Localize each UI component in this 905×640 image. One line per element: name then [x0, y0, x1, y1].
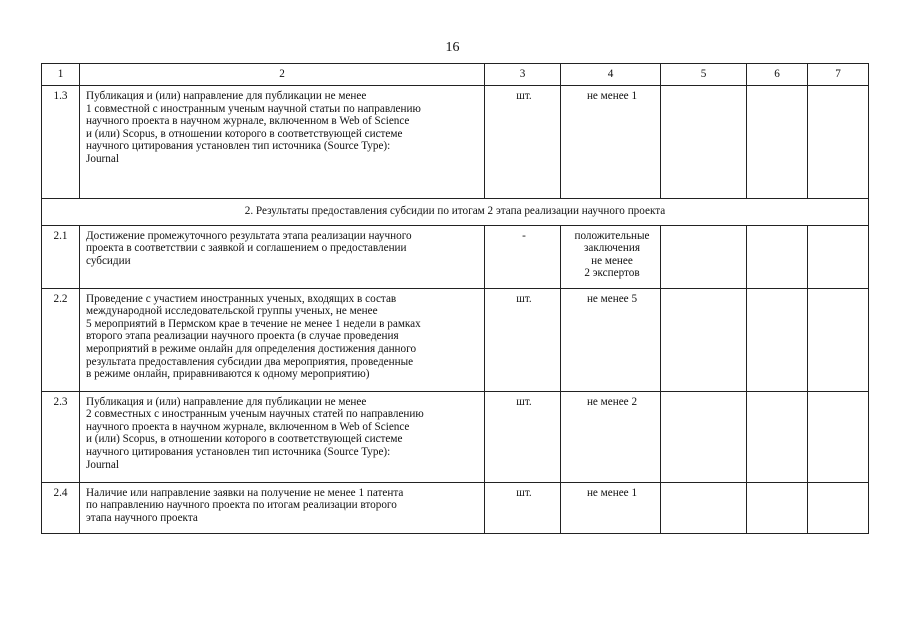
empty-cell: [747, 86, 808, 199]
row-unit: шт.: [485, 482, 561, 533]
empty-cell: [661, 288, 747, 391]
empty-cell: [747, 391, 808, 482]
row-unit: шт.: [485, 288, 561, 391]
description-line: международной исследовательской группы ученых, не менее: [86, 305, 378, 318]
row-value: [561, 391, 661, 482]
empty-cell: [747, 288, 808, 391]
value-line: положительные: [574, 229, 650, 242]
description-line: Публикация и (или) направление для публикации не менее: [86, 395, 367, 408]
value-line: не менее: [591, 254, 633, 267]
empty-cell: [808, 288, 869, 391]
row-description: [80, 391, 485, 482]
description-line: и (или) Scopus, в отношении которого в соответствующей системе: [86, 127, 403, 140]
row-unit: шт.: [485, 86, 561, 199]
description-line: научного цитирования установлен тип источника (Source Type):: [86, 445, 391, 458]
value-line: 2 экспертов: [584, 267, 640, 280]
value-line: не менее 5: [586, 292, 638, 305]
description-line: в режиме онлайн, приравниваются к одному мероприятию): [86, 368, 370, 381]
table-row: [42, 86, 869, 199]
description-line: Достижение промежуточного результата этапа реализации научного: [86, 229, 412, 242]
description-line: 2 совместных с иностранным ученым научных статей по направлению: [86, 408, 424, 421]
empty-cell: [808, 86, 869, 199]
row-number: 2.2: [42, 288, 80, 391]
description-line: этапа научного проекта: [86, 511, 198, 524]
empty-cell: [808, 225, 869, 288]
row-description: [80, 482, 485, 533]
empty-cell: [661, 225, 747, 288]
description-line: Journal: [86, 152, 119, 165]
empty-cell: [808, 391, 869, 482]
empty-cell: [661, 86, 747, 199]
row-number: 1.3: [42, 86, 80, 199]
table-row: [42, 288, 869, 391]
value-line: не менее 2: [586, 395, 638, 408]
row-number: 2.3: [42, 391, 80, 482]
description-line: 1 совместной с иностранным ученым научной статьи по направлению: [86, 102, 421, 115]
description-line: результата предоставления субсидии два мероприятия, проведенные: [86, 355, 414, 368]
column-header: 4: [561, 64, 661, 86]
row-description: [80, 86, 485, 199]
description-line: по направлению научного проекта по итогам реализации второго: [86, 499, 397, 512]
section-row: [42, 199, 869, 226]
table-row: [42, 482, 869, 533]
column-header: 7: [808, 64, 869, 86]
row-value: [561, 225, 661, 288]
empty-cell: [808, 482, 869, 533]
empty-cell: [661, 482, 747, 533]
description-line: Наличие или направление заявки на получение не менее 1 патента: [86, 486, 404, 499]
description-line: мероприятий в режиме онлайн для определения достижения данного: [86, 342, 417, 355]
page-number: 16: [445, 40, 460, 55]
value-line: не менее 1: [586, 90, 638, 102]
results-table: [41, 63, 869, 534]
description-line: субсидии: [86, 254, 131, 267]
description-line: второго этапа реализации научного проекта (в случае проведения: [86, 330, 399, 343]
description-line: научного проекта в научном журнале, включенном в Web of Science: [86, 420, 410, 433]
empty-cell: [747, 225, 808, 288]
table-header-row: [42, 64, 869, 86]
description-line: проекта в соответствии с заявкой и соглашением о предоставлении: [86, 242, 407, 255]
description-line: научного цитирования установлен тип источника (Source Type):: [86, 140, 391, 153]
row-value: [561, 288, 661, 391]
description-line: Проведение с участием иностранных ученых, входящих в состав: [86, 292, 397, 305]
row-value: [561, 482, 661, 533]
column-header: 2: [80, 64, 485, 86]
row-number: 2.4: [42, 482, 80, 533]
column-header: 6: [747, 64, 808, 86]
row-description: [80, 288, 485, 391]
row-number: 2.1: [42, 225, 80, 288]
column-header: 3: [485, 64, 561, 86]
column-header: 1: [42, 64, 80, 86]
section-title: 2. Результаты предоставления субсидии по итогам 2 этапа реализации научного проекта: [42, 199, 869, 226]
row-description: [80, 225, 485, 288]
empty-cell: [747, 482, 808, 533]
row-unit: -: [485, 225, 561, 288]
description-line: Публикация и (или) направление для публикации не менее: [86, 90, 367, 102]
value-line: не менее 1: [586, 486, 638, 499]
empty-cell: [661, 391, 747, 482]
row-value: [561, 86, 661, 199]
description-line: Journal: [86, 458, 119, 471]
value-line: заключения: [583, 242, 641, 255]
row-unit: шт.: [485, 391, 561, 482]
column-header: 5: [661, 64, 747, 86]
table-row: [42, 391, 869, 482]
description-line: и (или) Scopus, в отношении которого в соответствующей системе: [86, 433, 403, 446]
description-line: научного проекта в научном журнале, включенном в Web of Science: [86, 115, 410, 128]
table-row: [42, 225, 869, 288]
description-line: 5 мероприятий в Пермском крае в течение не менее 1 недели в рамках: [86, 317, 421, 330]
